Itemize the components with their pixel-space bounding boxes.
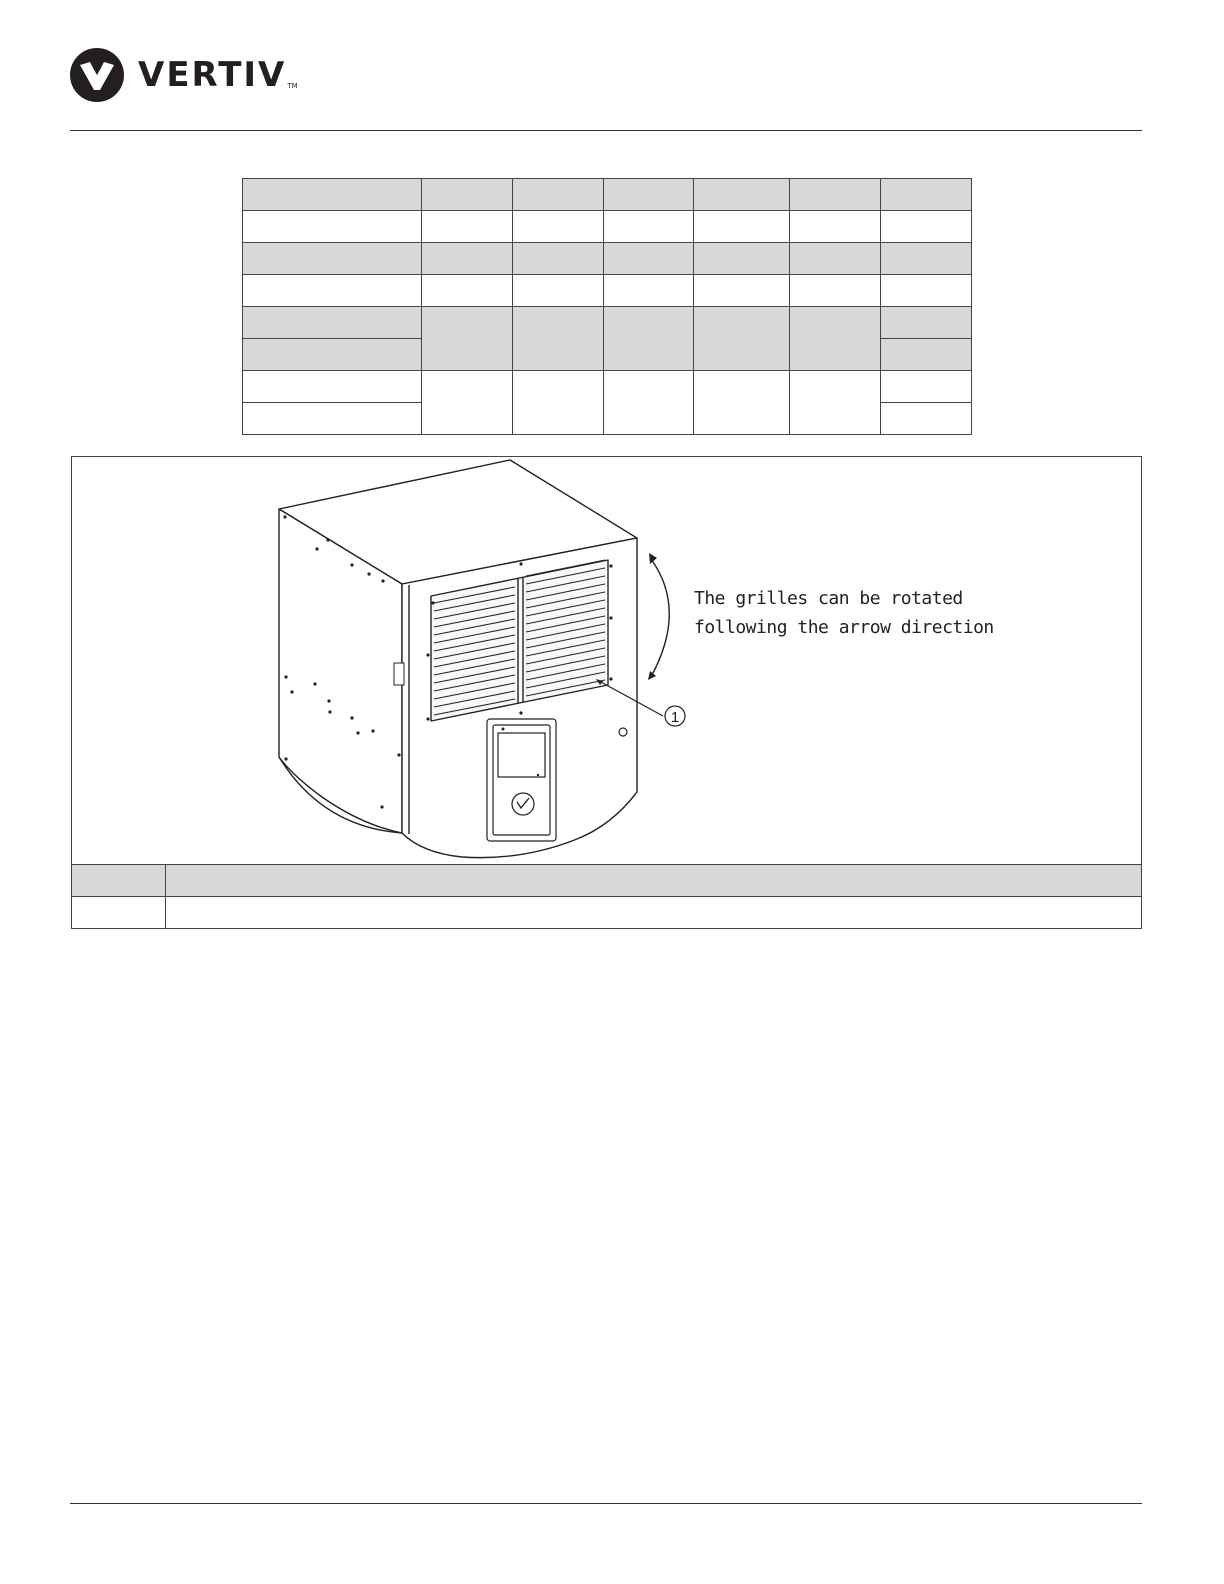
table-row [243, 275, 972, 307]
vertiv-chevron-logo-icon [70, 48, 124, 102]
table-cell [694, 275, 790, 307]
table-cell-merged [694, 307, 790, 371]
table-cell-merged [694, 371, 790, 435]
table-cell [881, 275, 972, 307]
spec-table [242, 178, 972, 435]
table-row [243, 211, 972, 243]
table-cell-merged [513, 307, 604, 371]
table-row [72, 897, 1142, 929]
table-cell [790, 179, 881, 211]
table-cell [694, 211, 790, 243]
table-cell-merged [604, 307, 694, 371]
table-cell [243, 179, 422, 211]
table-cell [694, 243, 790, 275]
table-cell [422, 211, 513, 243]
table-cell [881, 307, 972, 339]
table-cell [422, 275, 513, 307]
cabinet-illustration [72, 457, 1141, 865]
table-cell [243, 275, 422, 307]
table-cell-merged [422, 307, 513, 371]
table-cell [422, 179, 513, 211]
table-cell [604, 243, 694, 275]
table-cell [881, 403, 972, 435]
table-cell [604, 211, 694, 243]
table-cell [243, 243, 422, 275]
figure-panel [71, 456, 1142, 865]
svg-text:1: 1 [670, 709, 680, 726]
table-row [243, 243, 972, 275]
table-cell-merged [790, 371, 881, 435]
brand-name: VERTIV [138, 55, 287, 95]
table-cell-merged [604, 371, 694, 435]
vertiv-logo [70, 48, 298, 102]
table-cell [72, 865, 166, 897]
table-cell [790, 275, 881, 307]
table-cell [243, 371, 422, 403]
table-cell [422, 243, 513, 275]
table-cell [881, 243, 972, 275]
table-cell [72, 897, 166, 929]
table-row [72, 865, 1142, 897]
table-row [243, 307, 972, 339]
table-cell-merged [422, 371, 513, 435]
table-cell [881, 371, 972, 403]
table-cell [243, 211, 422, 243]
header-rule [70, 130, 1142, 131]
table-cell [513, 275, 604, 307]
table-cell [513, 243, 604, 275]
table-cell [881, 339, 972, 371]
table-cell [513, 211, 604, 243]
table-cell [604, 275, 694, 307]
table-cell [243, 307, 422, 339]
table-cell [881, 179, 972, 211]
table-cell [166, 897, 1142, 929]
table-row [243, 179, 972, 211]
table-cell [604, 179, 694, 211]
table-cell [790, 243, 881, 275]
table-cell-merged [513, 371, 604, 435]
table-row [243, 371, 972, 403]
table-cell [166, 865, 1142, 897]
table-cell [243, 403, 422, 435]
table-cell [243, 339, 422, 371]
item-marker [665, 706, 685, 726]
table-cell-merged [790, 307, 881, 371]
callout-line-1: The grilles can be rotated [694, 588, 963, 609]
table-cell [881, 211, 972, 243]
table-cell [790, 211, 881, 243]
trademark: TM [287, 82, 298, 90]
table-cell [694, 179, 790, 211]
table-cell [513, 179, 604, 211]
footer-rule [70, 1503, 1142, 1504]
legend-table [71, 864, 1142, 929]
rotation-arrow-icon [648, 553, 669, 680]
callout-line-2: following the arrow direction [694, 617, 994, 638]
